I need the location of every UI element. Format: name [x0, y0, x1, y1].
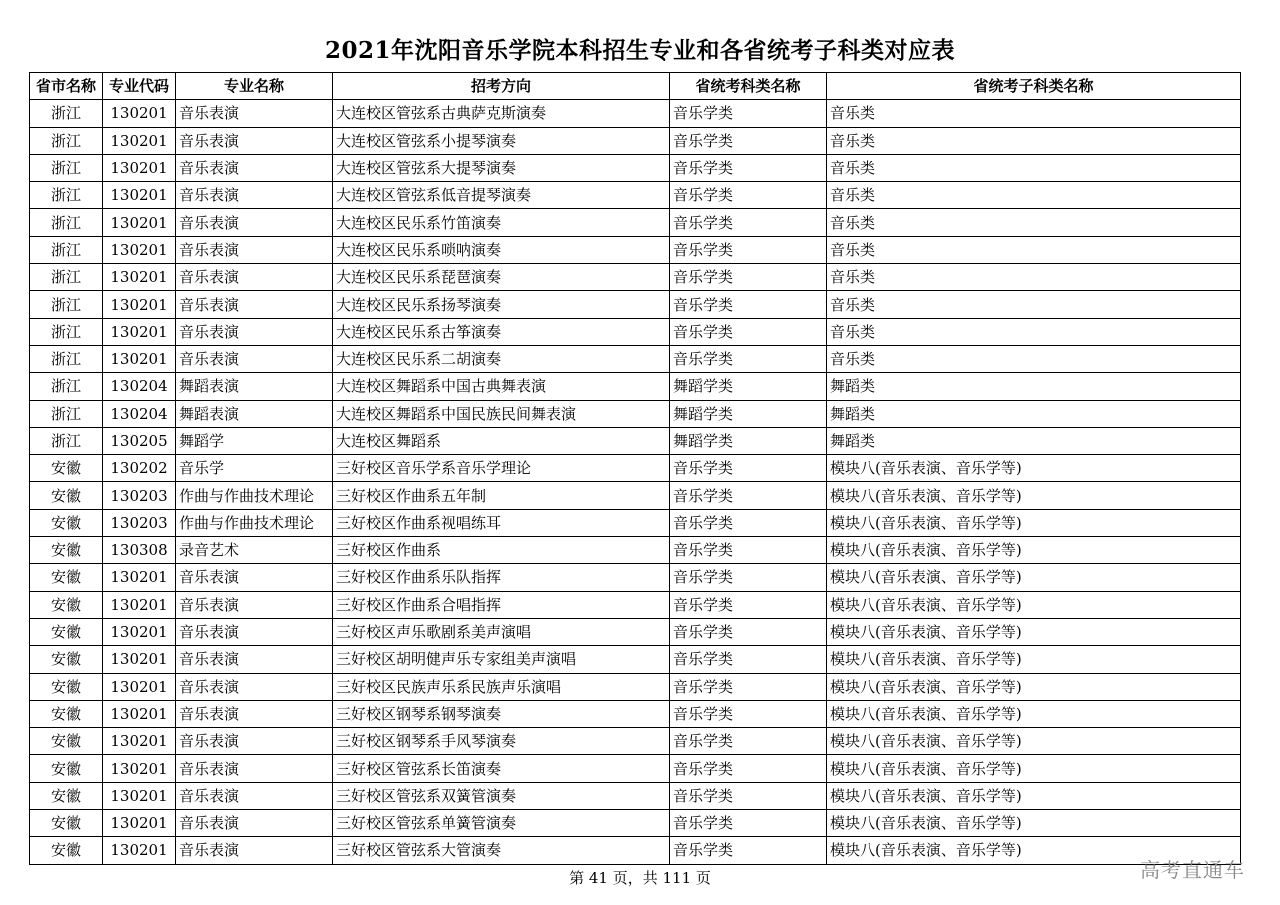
cell-category: 音乐学类 [670, 236, 827, 263]
cell-major-code: 130201 [103, 646, 176, 673]
cell-subcategory: 模块八(音乐表演、音乐学等) [827, 537, 1241, 564]
cell-subcategory: 音乐类 [827, 318, 1241, 345]
cell-major-code: 130201 [103, 318, 176, 345]
watermark: 高考直通车 [1140, 858, 1245, 882]
cell-direction: 三好校区管弦系长笛演奏 [333, 755, 670, 782]
cell-major-name: 作曲与作曲技术理论 [176, 509, 333, 536]
cell-subcategory: 模块八(音乐表演、音乐学等) [827, 755, 1241, 782]
header-major-code: 专业代码 [103, 73, 176, 100]
cell-category: 音乐学类 [670, 482, 827, 509]
cell-major-code: 130201 [103, 755, 176, 782]
cell-major-code: 130203 [103, 482, 176, 509]
cell-province: 安徽 [30, 591, 103, 618]
cell-major-code: 130201 [103, 182, 176, 209]
cell-category: 舞蹈学类 [670, 400, 827, 427]
header-province: 省市名称 [30, 73, 103, 100]
cell-subcategory: 音乐类 [827, 209, 1241, 236]
table-row [30, 345, 1241, 372]
table-row [30, 728, 1241, 755]
cell-province: 浙江 [30, 182, 103, 209]
cell-major-code: 130201 [103, 209, 176, 236]
cell-subcategory: 模块八(音乐表演、音乐学等) [827, 564, 1241, 591]
cell-major-name: 音乐表演 [176, 728, 333, 755]
cell-major-name: 音乐表演 [176, 810, 333, 837]
table-row [30, 700, 1241, 727]
cell-major-name: 音乐表演 [176, 700, 333, 727]
cell-subcategory: 音乐类 [827, 127, 1241, 154]
header-direction: 招考方向 [333, 73, 670, 100]
cell-province: 浙江 [30, 209, 103, 236]
cell-subcategory: 模块八(音乐表演、音乐学等) [827, 509, 1241, 536]
cell-province: 安徽 [30, 509, 103, 536]
table-row [30, 318, 1241, 345]
cell-major-code: 130201 [103, 700, 176, 727]
cell-direction: 三好校区管弦系大管演奏 [333, 837, 670, 864]
cell-major-name: 音乐表演 [176, 646, 333, 673]
cell-major-code: 130201 [103, 100, 176, 127]
cell-subcategory: 模块八(音乐表演、音乐学等) [827, 618, 1241, 645]
table-row [30, 427, 1241, 454]
table-body [30, 100, 1241, 864]
cell-subcategory: 舞蹈类 [827, 400, 1241, 427]
table-row [30, 482, 1241, 509]
header-major-name: 专业名称 [176, 73, 333, 100]
cell-subcategory: 模块八(音乐表演、音乐学等) [827, 673, 1241, 700]
cell-direction: 三好校区声乐歌剧系美声演唱 [333, 618, 670, 645]
cell-direction: 大连校区管弦系低音提琴演奏 [333, 182, 670, 209]
cell-category: 音乐学类 [670, 564, 827, 591]
cell-major-name: 音乐表演 [176, 154, 333, 181]
cell-direction: 三好校区民族声乐系民族声乐演唱 [333, 673, 670, 700]
cell-category: 音乐学类 [670, 782, 827, 809]
cell-province: 安徽 [30, 673, 103, 700]
cell-category: 音乐学类 [670, 209, 827, 236]
cell-subcategory: 舞蹈类 [827, 427, 1241, 454]
table-row [30, 618, 1241, 645]
cell-category: 音乐学类 [670, 537, 827, 564]
table-row [30, 373, 1241, 400]
table-row [30, 400, 1241, 427]
cell-major-code: 130202 [103, 455, 176, 482]
cell-direction: 三好校区管弦系双簧管演奏 [333, 782, 670, 809]
cell-category: 舞蹈学类 [670, 427, 827, 454]
cell-major-code: 130201 [103, 618, 176, 645]
cell-major-code: 130201 [103, 291, 176, 318]
cell-subcategory: 模块八(音乐表演、音乐学等) [827, 591, 1241, 618]
table-row [30, 755, 1241, 782]
table-row [30, 673, 1241, 700]
cell-category: 音乐学类 [670, 264, 827, 291]
table-header-row [30, 73, 1241, 100]
cell-direction: 三好校区音乐学系音乐学理论 [333, 455, 670, 482]
cell-major-name: 音乐表演 [176, 673, 333, 700]
header-category: 省统考科类名称 [670, 73, 827, 100]
cell-major-name: 作曲与作曲技术理论 [176, 482, 333, 509]
cell-major-name: 音乐表演 [176, 318, 333, 345]
cell-province: 浙江 [30, 427, 103, 454]
cell-subcategory: 模块八(音乐表演、音乐学等) [827, 700, 1241, 727]
cell-major-code: 130203 [103, 509, 176, 536]
cell-province: 安徽 [30, 837, 103, 864]
table-row [30, 264, 1241, 291]
cell-province: 安徽 [30, 455, 103, 482]
cell-major-code: 130201 [103, 264, 176, 291]
cell-direction: 三好校区作曲系乐队指挥 [333, 564, 670, 591]
cell-subcategory: 音乐类 [827, 154, 1241, 181]
document-title: 2021年沈阳音乐学院本科招生专业和各省统考子科类对应表 [324, 37, 955, 64]
admission-table [29, 72, 1241, 865]
cell-major-name: 音乐表演 [176, 755, 333, 782]
cell-subcategory: 模块八(音乐表演、音乐学等) [827, 782, 1241, 809]
header-subcategory: 省统考子科类名称 [827, 73, 1241, 100]
cell-direction: 三好校区作曲系五年制 [333, 482, 670, 509]
cell-province: 浙江 [30, 100, 103, 127]
cell-province: 安徽 [30, 646, 103, 673]
table-row [30, 837, 1241, 864]
cell-category: 音乐学类 [670, 646, 827, 673]
cell-subcategory: 音乐类 [827, 236, 1241, 263]
cell-major-name: 音乐学 [176, 455, 333, 482]
table-row [30, 810, 1241, 837]
table-row [30, 236, 1241, 263]
cell-category: 音乐学类 [670, 455, 827, 482]
table-row [30, 209, 1241, 236]
cell-province: 浙江 [30, 400, 103, 427]
cell-subcategory: 舞蹈类 [827, 373, 1241, 400]
cell-major-name: 音乐表演 [176, 782, 333, 809]
cell-direction: 三好校区钢琴系手风琴演奏 [333, 728, 670, 755]
table-row [30, 509, 1241, 536]
cell-major-code: 130201 [103, 810, 176, 837]
table-row [30, 537, 1241, 564]
cell-category: 音乐学类 [670, 509, 827, 536]
cell-major-code: 130308 [103, 537, 176, 564]
cell-province: 浙江 [30, 154, 103, 181]
cell-province: 安徽 [30, 537, 103, 564]
cell-direction: 大连校区民乐系竹笛演奏 [333, 209, 670, 236]
cell-major-code: 130205 [103, 427, 176, 454]
cell-province: 安徽 [30, 810, 103, 837]
cell-subcategory: 模块八(音乐表演、音乐学等) [827, 837, 1241, 864]
cell-category: 音乐学类 [670, 837, 827, 864]
cell-subcategory: 模块八(音乐表演、音乐学等) [827, 810, 1241, 837]
table-row [30, 646, 1241, 673]
cell-direction: 大连校区管弦系古典萨克斯演奏 [333, 100, 670, 127]
cell-province: 安徽 [30, 482, 103, 509]
cell-major-code: 130201 [103, 564, 176, 591]
cell-major-name: 音乐表演 [176, 236, 333, 263]
cell-province: 浙江 [30, 345, 103, 372]
cell-category: 音乐学类 [670, 728, 827, 755]
cell-major-code: 130201 [103, 127, 176, 154]
page-footer: 第 41 页，共 111 页 [569, 869, 711, 887]
cell-major-code: 130201 [103, 728, 176, 755]
cell-direction: 大连校区民乐系琵琶演奏 [333, 264, 670, 291]
cell-category: 音乐学类 [670, 673, 827, 700]
cell-province: 安徽 [30, 755, 103, 782]
table-row [30, 455, 1241, 482]
cell-province: 安徽 [30, 700, 103, 727]
cell-province: 安徽 [30, 782, 103, 809]
cell-direction: 大连校区民乐系唢呐演奏 [333, 236, 670, 263]
cell-subcategory: 模块八(音乐表演、音乐学等) [827, 728, 1241, 755]
cell-major-code: 130201 [103, 837, 176, 864]
table-row [30, 182, 1241, 209]
cell-category: 音乐学类 [670, 345, 827, 372]
cell-major-name: 音乐表演 [176, 209, 333, 236]
cell-major-name: 舞蹈表演 [176, 373, 333, 400]
cell-category: 音乐学类 [670, 810, 827, 837]
cell-major-name: 音乐表演 [176, 564, 333, 591]
cell-province: 浙江 [30, 318, 103, 345]
table-row [30, 291, 1241, 318]
cell-direction: 三好校区作曲系 [333, 537, 670, 564]
cell-category: 音乐学类 [670, 318, 827, 345]
cell-subcategory: 模块八(音乐表演、音乐学等) [827, 646, 1241, 673]
cell-category: 音乐学类 [670, 100, 827, 127]
cell-category: 音乐学类 [670, 755, 827, 782]
cell-major-code: 130201 [103, 154, 176, 181]
cell-province: 浙江 [30, 373, 103, 400]
cell-direction: 大连校区民乐系古筝演奏 [333, 318, 670, 345]
cell-province: 安徽 [30, 564, 103, 591]
cell-province: 安徽 [30, 618, 103, 645]
cell-category: 舞蹈学类 [670, 373, 827, 400]
cell-direction: 大连校区舞蹈系中国古典舞表演 [333, 373, 670, 400]
cell-direction: 大连校区舞蹈系 [333, 427, 670, 454]
cell-major-name: 音乐表演 [176, 345, 333, 372]
cell-major-name: 音乐表演 [176, 291, 333, 318]
table-row [30, 591, 1241, 618]
cell-province: 浙江 [30, 236, 103, 263]
cell-direction: 大连校区管弦系大提琴演奏 [333, 154, 670, 181]
cell-direction: 三好校区钢琴系钢琴演奏 [333, 700, 670, 727]
cell-major-code: 130201 [103, 782, 176, 809]
cell-province: 浙江 [30, 291, 103, 318]
cell-category: 音乐学类 [670, 154, 827, 181]
cell-category: 音乐学类 [670, 127, 827, 154]
cell-province: 安徽 [30, 728, 103, 755]
cell-category: 音乐学类 [670, 182, 827, 209]
cell-subcategory: 音乐类 [827, 345, 1241, 372]
cell-subcategory: 模块八(音乐表演、音乐学等) [827, 482, 1241, 509]
cell-direction: 三好校区胡明健声乐专家组美声演唱 [333, 646, 670, 673]
cell-major-name: 音乐表演 [176, 591, 333, 618]
cell-direction: 三好校区管弦系单簧管演奏 [333, 810, 670, 837]
cell-major-name: 音乐表演 [176, 618, 333, 645]
cell-major-code: 130201 [103, 673, 176, 700]
cell-major-name: 录音艺术 [176, 537, 333, 564]
cell-direction: 三好校区作曲系合唱指挥 [333, 591, 670, 618]
cell-subcategory: 音乐类 [827, 100, 1241, 127]
cell-major-code: 130201 [103, 345, 176, 372]
cell-category: 音乐学类 [670, 591, 827, 618]
cell-major-name: 舞蹈表演 [176, 400, 333, 427]
cell-major-code: 130204 [103, 373, 176, 400]
cell-direction: 大连校区舞蹈系中国民族民间舞表演 [333, 400, 670, 427]
cell-subcategory: 模块八(音乐表演、音乐学等) [827, 455, 1241, 482]
cell-direction: 大连校区民乐系扬琴演奏 [333, 291, 670, 318]
table-row [30, 100, 1241, 127]
cell-direction: 三好校区作曲系视唱练耳 [333, 509, 670, 536]
cell-major-name: 音乐表演 [176, 182, 333, 209]
cell-major-code: 130201 [103, 591, 176, 618]
cell-major-name: 音乐表演 [176, 837, 333, 864]
cell-direction: 大连校区管弦系小提琴演奏 [333, 127, 670, 154]
cell-category: 音乐学类 [670, 291, 827, 318]
cell-major-name: 音乐表演 [176, 100, 333, 127]
table-row [30, 154, 1241, 181]
cell-major-name: 音乐表演 [176, 127, 333, 154]
cell-subcategory: 音乐类 [827, 182, 1241, 209]
table-row [30, 564, 1241, 591]
cell-category: 音乐学类 [670, 700, 827, 727]
table-row [30, 782, 1241, 809]
cell-province: 浙江 [30, 127, 103, 154]
cell-major-code: 130204 [103, 400, 176, 427]
cell-direction: 大连校区民乐系二胡演奏 [333, 345, 670, 372]
cell-subcategory: 音乐类 [827, 291, 1241, 318]
cell-major-name: 音乐表演 [176, 264, 333, 291]
cell-major-code: 130201 [103, 236, 176, 263]
cell-province: 浙江 [30, 264, 103, 291]
cell-subcategory: 音乐类 [827, 264, 1241, 291]
cell-major-name: 舞蹈学 [176, 427, 333, 454]
cell-category: 音乐学类 [670, 618, 827, 645]
table-row [30, 127, 1241, 154]
